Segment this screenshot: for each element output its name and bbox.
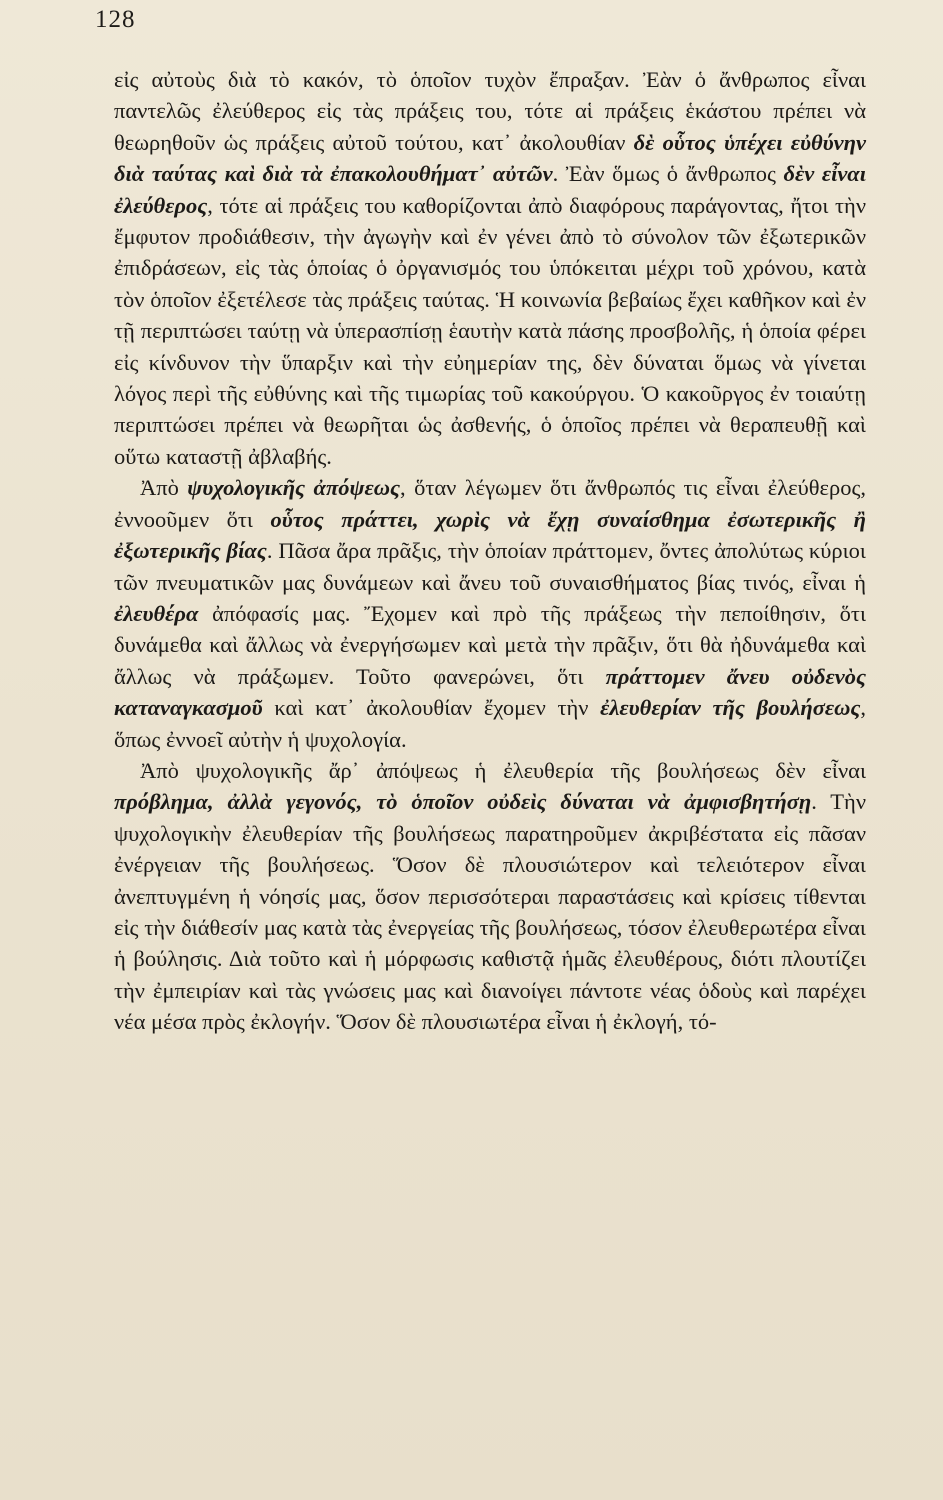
emphasized-text: οὗτος πράττει, χωρὶς νὰ ἔχῃ συναίσθημα ἐσωτερικῆς ἢ ἐξωτερικῆς βίας bbox=[114, 506, 866, 564]
text-run: Ἀπὸ ψυχολογικῆς ἄρ᾽ ἀπόψεως ἡ ἐλευθερία τῆς βουλήσεως δὲν εἶναι bbox=[140, 757, 866, 783]
paragraph-2 bbox=[114, 472, 866, 755]
emphasized-text: ἐλευθερίαν τῆς βουλήσεως bbox=[600, 695, 861, 721]
emphasized-text: πρόβλημα, ἀλλὰ γεγονός, τὸ ὁποῖον οὐδεὶς δύναται νὰ ἀμφισβητήσῃ bbox=[114, 789, 812, 815]
emphasized-text: δὲν εἶναι ἐλεύθερος bbox=[114, 161, 867, 218]
text-run: , ὅπως ἐννοεῖ αὐτὴν ἡ ψυχολογία. bbox=[114, 695, 866, 752]
emphasized-text: πράττομεν ἄνευ οὐδενὸς καταναγκασμοῦ bbox=[114, 663, 866, 721]
text-run: . Πᾶσα ἄρα πρᾶξις, τὴν ὁποίαν πράττομεν, ὄντες ἀπολύτως κύριοι τῶν πνευματικῶν μας δυνάμεων καὶ ἄνευ τοῦ συναισθήματος βίας τινός, εἶναι ἡ bbox=[114, 538, 866, 595]
text-run: . Ἐὰν ὅμως ὁ ἄνθρωπος bbox=[552, 161, 784, 187]
paragraph-3 bbox=[114, 755, 866, 1038]
emphasized-text: ψυχολογικῆς ἀπόψεως bbox=[187, 475, 401, 501]
text-run: , ὅταν λέγωμεν ὅτι ἄνθρωπός τις εἶναι ἐλεύθερος, ἐννοοῦμεν ὅτι bbox=[114, 475, 866, 532]
paragraph-1 bbox=[114, 64, 866, 472]
body-text bbox=[114, 64, 866, 1038]
page-number: 128 bbox=[95, 6, 136, 33]
text-run: , τότε αἱ πράξεις του καθορίζονται ἀπὸ διαφόρους παράγοντας, ἤτοι τὴν ἔμφυτον προδιάθεσιν, τὴν ἀγωγὴν καὶ ἐν γένει ἀπὸ τὸ σύνολον τῶν ἐξωτερικῶν ἐπιδράσεων, εἰς τὰς ὁποίας ὁ ὀργανισμός του ὑπόκειται μέχρι τοῦ χρόνου, κατὰ τὸν ὁποῖον ἐξετέλεσε τὰς πράξεις ταύτας. Ἡ κοινωνία βεβαίως ἔχει καθῆκον καὶ ἐν τῇ περιπτώσει ταύτῃ νὰ ὑπερασπίσῃ ἑαυτὴν κατὰ πάσης προσβολῆς, ἡ ὁποία φέρει εἰς κίνδυνον τὴν ὕπαρξιν καὶ τὴν εὐημερίαν της, δὲν δύναται ὅμως νὰ γίνεται λόγος περὶ τῆς εὐθύνης καὶ τῆς τιμωρίας τοῦ κακούργου. Ὁ κακοῦργος ἐν τοιαύτῃ περιπτώσει πρέπει νὰ θεωρῆται ὡς ἀσθενής, ὁ ὁποῖος πρέπει νὰ θεραπευθῇ καὶ οὕτω καταστῇ ἀβλαβής. bbox=[114, 192, 866, 469]
text-run: καὶ κατ᾽ ἀκολουθίαν ἔχομεν τὴν bbox=[262, 695, 601, 721]
emphasized-text: δὲ οὗτος ὑπέχει εὐθύνην διὰ ταύτας καὶ διὰ τὰ ἐπακολουθήματ᾽ αὐτῶν bbox=[114, 129, 866, 187]
text-run: Ἀπὸ bbox=[140, 475, 188, 501]
text-run: εἰς αὐτοὺς διὰ τὸ κακόν, τὸ ὁποῖον τυχὸν ἔπραξαν. Ἐὰν ὁ ἄνθρωπος εἶναι παντελῶς ἐλεύθερος εἰς τὰς πράξεις του, τότε αἱ πράξεις ἑκάστου πρέπει νὰ θεωρηθοῦν ὡς πράξεις αὐτοῦ τούτου, κατ᾽ ἀκολουθίαν bbox=[114, 67, 866, 155]
text-run: ἀπόφασίς μας. Ἔχομεν καὶ πρὸ τῆς πράξεως τὴν πεποίθησιν, ὅτι δυνάμεθα καὶ ἄλλως νὰ ἐνεργήσωμεν καὶ μετὰ τὴν πρᾶξιν, ὅτι θὰ ἠδυνάμεθα καὶ ἄλλως νὰ πράξωμεν. Τοῦτο φανερώνει, ὅτι bbox=[114, 600, 866, 689]
emphasized-text: ἐλευθέρα bbox=[114, 600, 199, 626]
text-run: . Τὴν ψυχολογικὴν ἐλευθερίαν τῆς βουλήσεως παρατηροῦμεν ἀκριβέστατα εἰς πᾶσαν ἐνέργειαν τῆς βουλήσεως. Ὅσον δὲ πλουσιώτερον καὶ τελειότερον εἶναι ἀνεπτυγμένη ἡ νόησίς μας, ὅσον περισσότεραι παραστάσεις καὶ κρίσεις τίθενται εἰς τὴν διάθεσίν μας κατὰ τὰς ἐνεργείας τῆς βουλήσεως, τόσον ἐλευθερωτέρα εἶναι ἡ βούλησις. Διὰ τοῦτο καὶ ἡ μόρφωσις καθιστᾷ ἡμᾶς ἐλευθέρους, διότι πλουτίζει τὴν ἐμπειρίαν καὶ τὰς γνώσεις μας καὶ διανοίγει πάντοτε νέας ὁδοὺς καὶ παρέχει νέα μέσα πρὸς ἐκλογήν. Ὅσον δὲ πλουσιωτέρα εἶναι ἡ ἐκλογή, τό- bbox=[114, 789, 866, 1035]
